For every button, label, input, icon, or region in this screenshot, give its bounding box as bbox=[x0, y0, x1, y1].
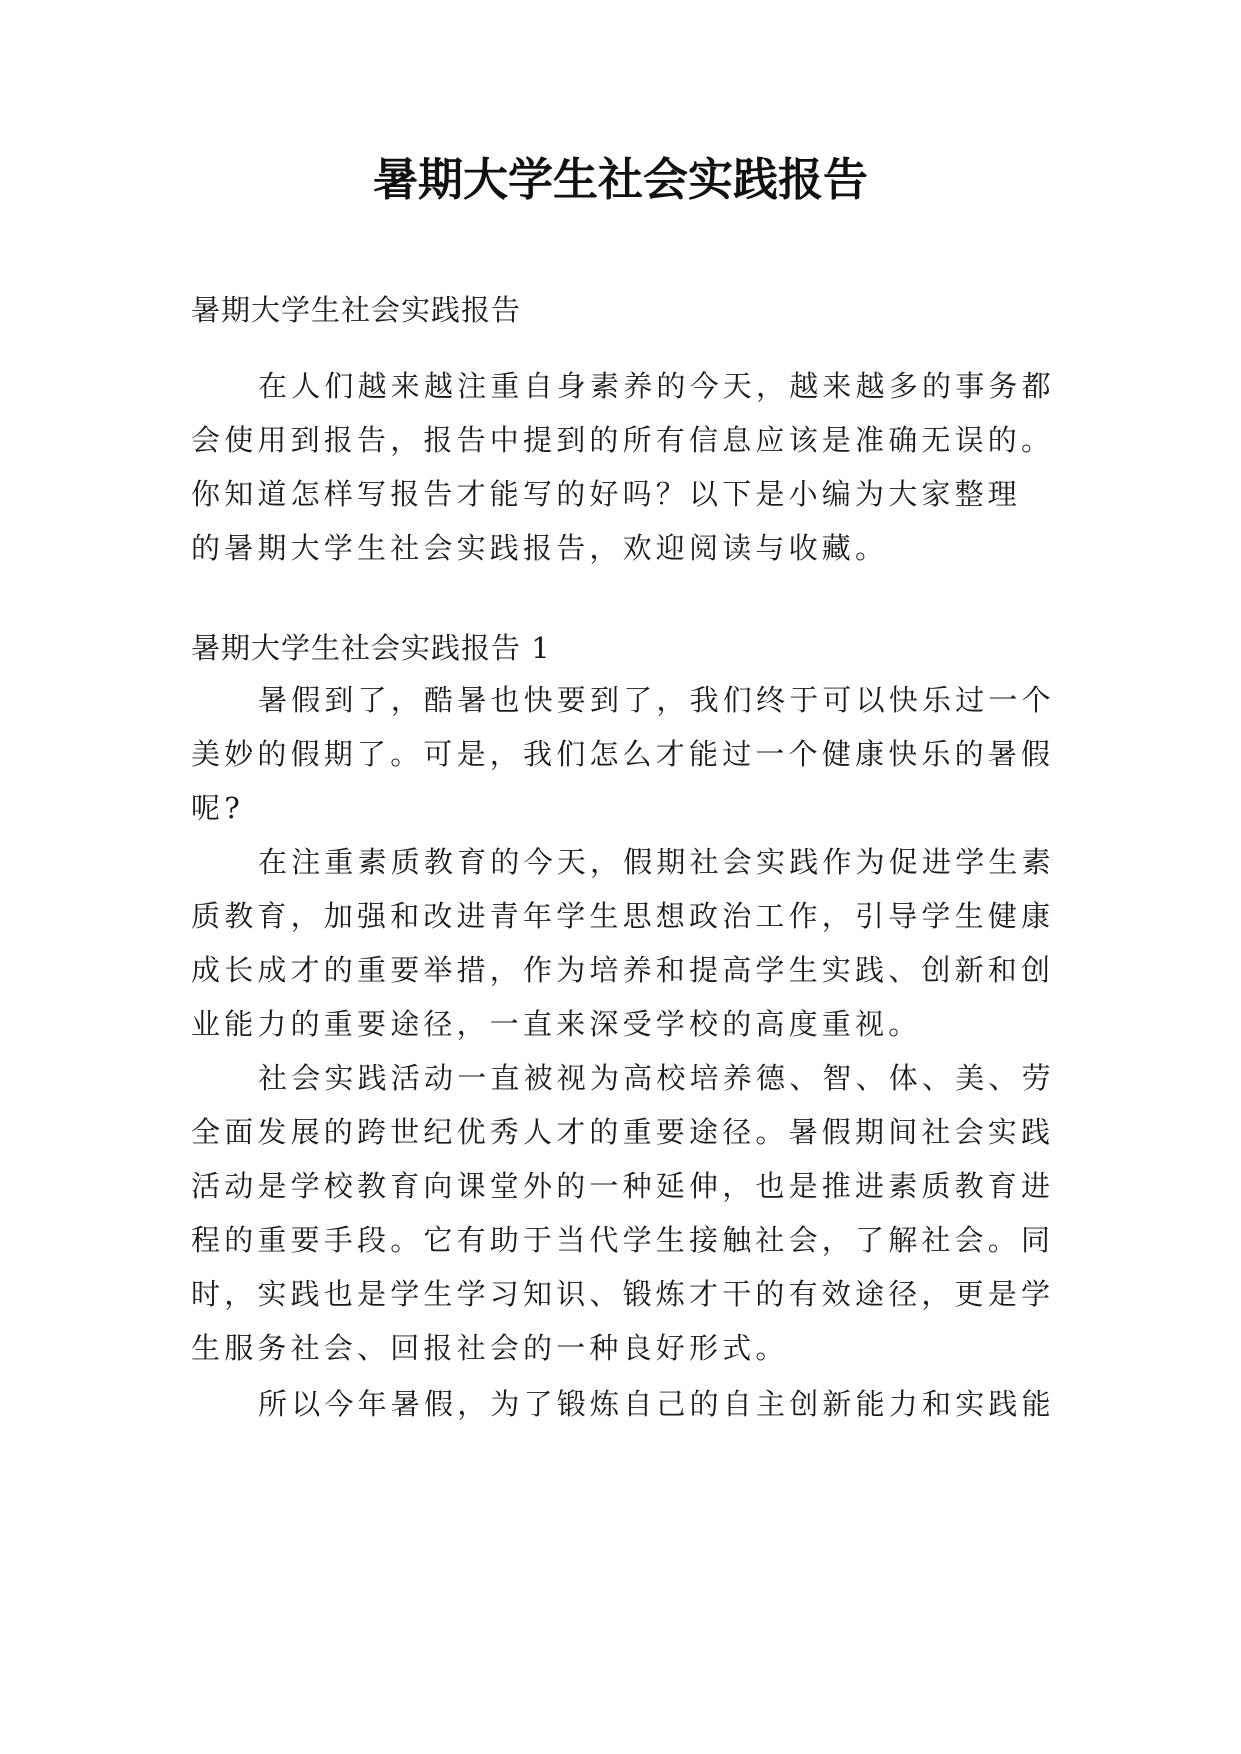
intro-line: 你知道怎样写报告才能写的好吗？以下是小编为大家整理 bbox=[191, 477, 1022, 511]
paragraph-line: 程的重要手段。它有助于当代学生接触社会，了解社会。同 bbox=[191, 1223, 1055, 1257]
document-subtitle: 暑期大学生社会实践报告 bbox=[191, 293, 522, 327]
intro-line: 的暑期大学生社会实践报告，欢迎阅读与收藏。 bbox=[191, 531, 889, 565]
paragraph-line: 美妙的假期了。可是，我们怎么才能过一个健康快乐的暑假 bbox=[191, 737, 1055, 771]
paragraph-line: 活动是学校教育向课堂外的一种延伸，也是推进素质教育进 bbox=[191, 1169, 1055, 1203]
paragraph-line: 在注重素质教育的今天，假期社会实践作为促进学生素 bbox=[258, 845, 1055, 879]
intro-line: 在人们越来越注重自身素养的今天，越来越多的事务都 bbox=[258, 369, 1055, 403]
paragraph-line: 全面发展的跨世纪优秀人才的重要途径。暑假期间社会实践 bbox=[191, 1115, 1055, 1149]
paragraph-line: 生服务社会、回报社会的一种良好形式。 bbox=[191, 1331, 789, 1365]
paragraph-line: 所以今年暑假，为了锻炼自己的自主创新能力和实践能 bbox=[258, 1387, 1055, 1421]
paragraph-line: 暑假到了，酷暑也快要到了，我们终于可以快乐过一个 bbox=[258, 683, 1055, 717]
paragraph-line: 时，实践也是学生学习知识、锻炼才干的有效途径，更是学 bbox=[191, 1277, 1055, 1311]
section-heading: 暑期大学生社会实践报告 1 bbox=[191, 631, 551, 665]
paragraph-line: 业能力的重要途径，一直来深受学校的高度重视。 bbox=[191, 1007, 922, 1041]
document-title: 暑期大学生社会实践报告 bbox=[372, 153, 868, 206]
paragraph-line: 质教育，加强和改进青年学生思想政治工作，引导学生健康 bbox=[191, 899, 1055, 933]
paragraph-line: 社会实践活动一直被视为高校培养德、智、体、美、劳 bbox=[258, 1061, 1055, 1095]
intro-line: 会使用到报告，报告中提到的所有信息应该是准确无误的。 bbox=[191, 423, 1055, 457]
paragraph-line: 呢? bbox=[191, 791, 244, 825]
paragraph-line: 成长成才的重要举措，作为培养和提高学生实践、创新和创 bbox=[191, 953, 1055, 987]
